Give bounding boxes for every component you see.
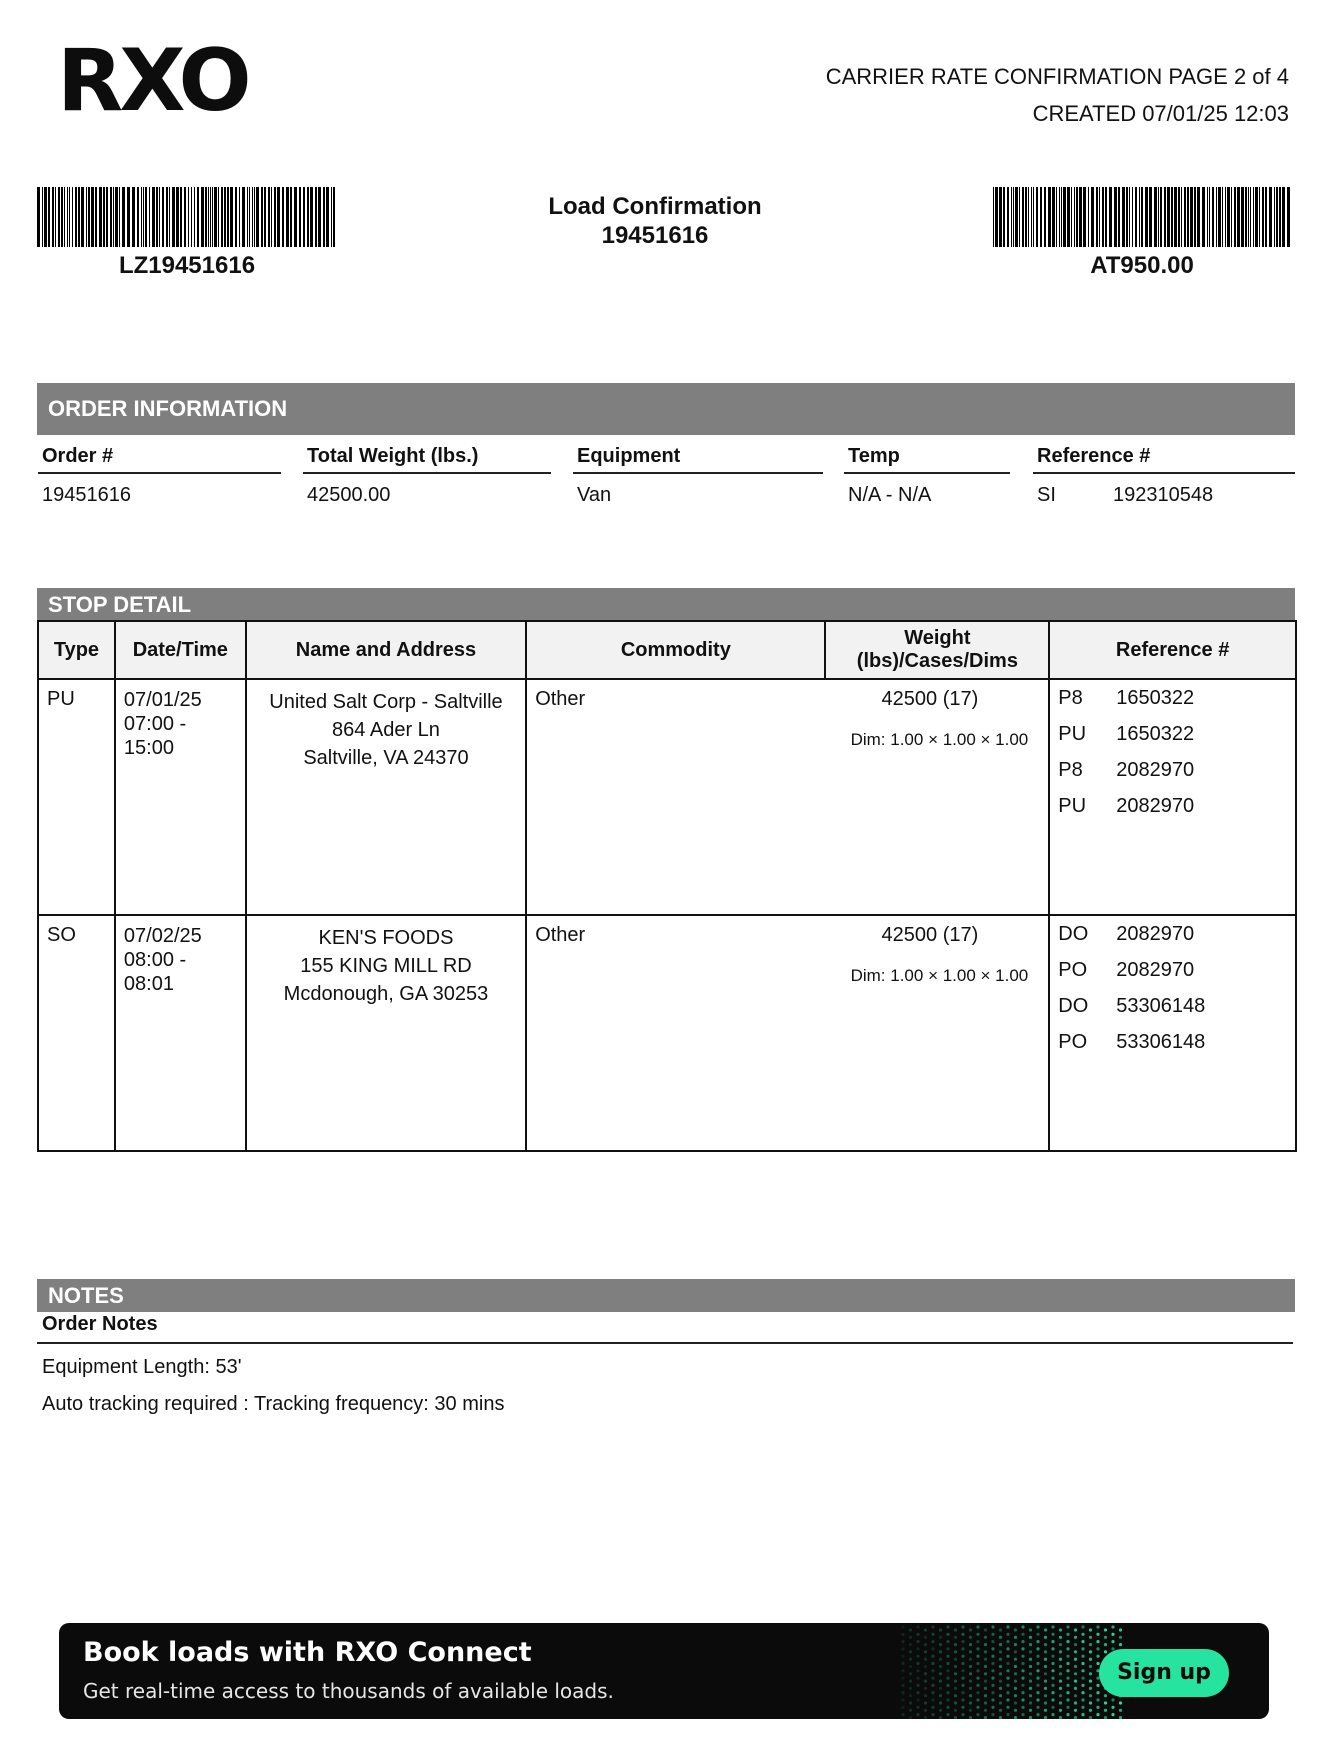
table-row — [38, 915, 1296, 1151]
col-commodity: Commodity — [526, 621, 825, 679]
commodity-value: Other — [535, 688, 586, 710]
load-number: 19451616 — [601, 222, 709, 249]
reference-row: DO 53306148 — [1058, 995, 1206, 1017]
order-number-header: Order # — [38, 445, 281, 474]
stop-street: 155 KING MILL RD — [300, 955, 472, 977]
col-date-time: Date/Time — [115, 621, 246, 679]
banner-subtitle: Get real-time access to thousands of available loads. — [83, 1679, 614, 1703]
reference-row: PU 2082970 — [1058, 795, 1195, 817]
equipment-header: Equipment — [573, 445, 823, 474]
stop-date-time — [115, 679, 246, 915]
commodity-value: Other — [535, 924, 586, 946]
note-line: Equipment Length: 53' — [42, 1356, 242, 1378]
stop-commodity — [526, 915, 1049, 1151]
banner-title: Book loads with RXO Connect — [83, 1637, 532, 1668]
created-timestamp: CREATED 07/01/25 12:03 — [1032, 101, 1289, 126]
stop-time-start: 07:00 - — [123, 713, 187, 735]
reference-row: P8 2082970 — [1058, 759, 1195, 781]
stop-time-end: 15:00 — [123, 737, 174, 759]
temp-value: N/A - N/A — [848, 484, 932, 506]
notes-header: NOTES — [37, 1279, 1295, 1312]
stop-name: KEN'S FOODS — [318, 927, 454, 949]
stop-references — [1049, 679, 1296, 915]
reference-row: PO 2082970 — [1058, 959, 1195, 981]
col-reference: Reference # — [1049, 621, 1296, 679]
stop-name: United Salt Corp - Saltville — [269, 691, 503, 713]
reference-column — [1033, 445, 1295, 507]
total-weight-header: Total Weight (lbs.) — [303, 445, 551, 474]
barcode-left — [37, 187, 337, 247]
stop-street: 864 Ader Ln — [332, 719, 440, 741]
dot-pattern-graphic — [899, 1623, 1129, 1719]
reference-value — [1033, 474, 1295, 507]
reference-code: SI — [1037, 484, 1056, 506]
stop-detail-table — [37, 620, 1297, 1152]
reference-row: P8 1650322 — [1058, 687, 1195, 709]
stop-date: 07/01/25 — [123, 689, 202, 711]
stop-name-address — [246, 915, 526, 1151]
stop-time-end: 08:01 — [123, 973, 174, 995]
note-line: Auto tracking required : Tracking frequency: 30 mins — [42, 1393, 505, 1415]
dims-value: Dim: 1.00 × 1.00 × 1.00 — [850, 966, 1029, 985]
reference-row: PU 1650322 — [1058, 723, 1195, 745]
equipment-column — [573, 445, 823, 507]
stop-date: 07/02/25 — [123, 925, 202, 947]
barcode-left-label: LZ19451616 — [118, 252, 256, 279]
stop-city: Mcdonough, GA 30253 — [283, 983, 489, 1005]
total-weight-value: 42500.00 — [307, 484, 391, 506]
weight-value: 42500 (17) — [881, 924, 979, 946]
total-weight-column — [303, 445, 551, 507]
stop-commodity — [526, 679, 1049, 915]
document-title: CARRIER RATE CONFIRMATION PAGE 2 of 4 — [825, 64, 1289, 89]
stop-type: PU — [38, 679, 115, 915]
load-title: Load Confirmation — [548, 193, 762, 220]
load-confirmation-title — [480, 192, 830, 250]
stop-name-address — [246, 679, 526, 915]
order-number-column — [38, 445, 281, 507]
dims-value: Dim: 1.00 × 1.00 × 1.00 — [850, 730, 1029, 749]
temp-header: Temp — [844, 445, 1010, 474]
col-weight: Weight (lbs)/Cases/Dims — [825, 621, 1049, 679]
equipment-value: Van — [577, 484, 612, 506]
barcode-right — [993, 187, 1291, 247]
order-number-value: 19451616 — [42, 484, 131, 506]
temp-column — [844, 445, 1010, 507]
barcode-right-label: AT950.00 — [1090, 252, 1194, 279]
order-notes-subheading: Order Notes — [37, 1313, 1293, 1344]
stop-city: Saltville, VA 24370 — [303, 747, 469, 769]
sign-up-button[interactable]: Sign up — [1099, 1649, 1229, 1697]
reference-number: 192310548 — [1113, 484, 1214, 506]
col-type: Type — [38, 621, 115, 679]
order-information-header: ORDER INFORMATION — [37, 383, 1295, 435]
rxo-connect-banner[interactable] — [59, 1623, 1269, 1719]
stop-references — [1049, 915, 1296, 1151]
stop-table-header-row — [38, 621, 1296, 679]
weight-value: 42500 (17) — [881, 688, 979, 710]
stop-type: SO — [38, 915, 115, 1151]
rxo-logo: RXO — [57, 31, 248, 131]
reference-row: DO 2082970 — [1058, 923, 1195, 945]
stop-date-time — [115, 915, 246, 1151]
reference-row: PO 53306148 — [1058, 1031, 1206, 1053]
reference-header: Reference # — [1033, 445, 1295, 474]
stop-time-start: 08:00 - — [123, 949, 187, 971]
col-name-address: Name and Address — [246, 621, 526, 679]
table-row — [38, 679, 1296, 915]
stop-detail-header: STOP DETAIL — [37, 588, 1295, 621]
